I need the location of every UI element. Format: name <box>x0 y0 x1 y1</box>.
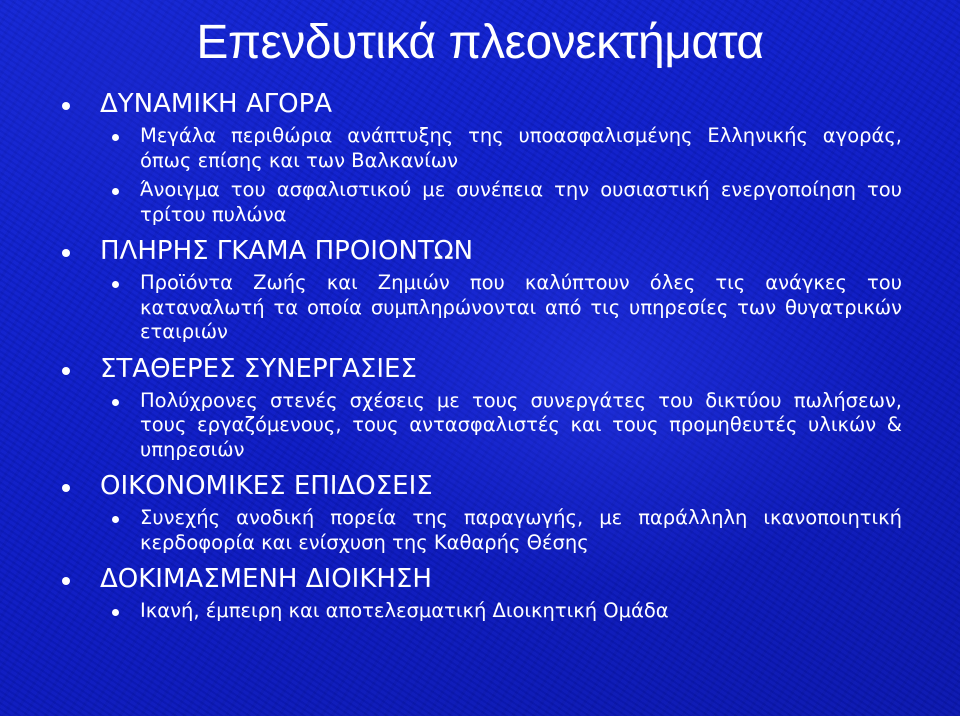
section-heading: ΣΤΑΘΕΡΕΣ ΣΥΝΕΡΓΑΣΙΕΣ <box>60 353 902 385</box>
sub-bullet-item: Πολύχρονες στενές σχέσεις με τους συνεργάτες του δικτύου πωλήσεων, τους εργαζόμενους, τους αντασφαλιστές και τους προμηθευτές υλικών & υπηρεσιών <box>60 389 902 463</box>
sub-bullet-list <box>60 389 902 463</box>
slide-title: Επενδυτικά πλεονεκτήματα <box>196 16 764 69</box>
sub-bullet-list <box>60 271 902 345</box>
section-financial-performance <box>60 470 902 555</box>
sub-bullet-list <box>60 599 902 624</box>
sub-bullet-item: Προϊόντα Ζωής και Ζημιών που καλύπτουν όλες τις ανάγκες του καταναλωτή τα οποία συμπληρώνονται από τις υπηρεσίες των θυγατρικών εταιριών <box>60 271 902 345</box>
sub-bullet-item: Μεγάλα περιθώρια ανάπτυξης της υποασφαλισμένης Ελληνικής αγοράς, όπως επίσης και των Βαλκανίων <box>60 124 902 173</box>
section-heading: ΔΟΚΙΜΑΣΜΕΝΗ ΔΙΟΙΚΗΣΗ <box>60 563 902 595</box>
sub-bullet-list <box>60 124 902 227</box>
section-heading: ΠΛΗΡΗΣ ΓΚΑΜΑ ΠΡΟΙΟΝΤΩΝ <box>60 235 902 267</box>
section-dynamic-market <box>60 88 902 227</box>
section-proven-management <box>60 563 902 624</box>
section-heading: ΔΥΝΑΜΙΚΗ ΑΓΟΡΑ <box>60 88 902 120</box>
sub-bullet-item: Άνοιγμα του ασφαλιστικού με συνέπεια την ουσιαστική ενεργοποίηση του τρίτου πυλώνα <box>60 178 902 227</box>
sub-bullet-list <box>60 506 902 555</box>
sub-bullet-item: Συνεχής ανοδική πορεία της παραγωγής, με παράλληλη ικανοποιητική κερδοφορία και ενίσχυση της Καθαρής Θέσης <box>60 506 902 555</box>
bullet-list <box>60 88 902 632</box>
section-stable-partnerships <box>60 353 902 463</box>
sub-bullet-item: Ικανή, έμπειρη και αποτελεσματική Διοικητική Ομάδα <box>60 599 902 624</box>
section-full-product-range <box>60 235 902 345</box>
section-heading: ΟΙΚΟΝΟΜΙΚΕΣ ΕΠΙΔΟΣΕΙΣ <box>60 470 902 502</box>
